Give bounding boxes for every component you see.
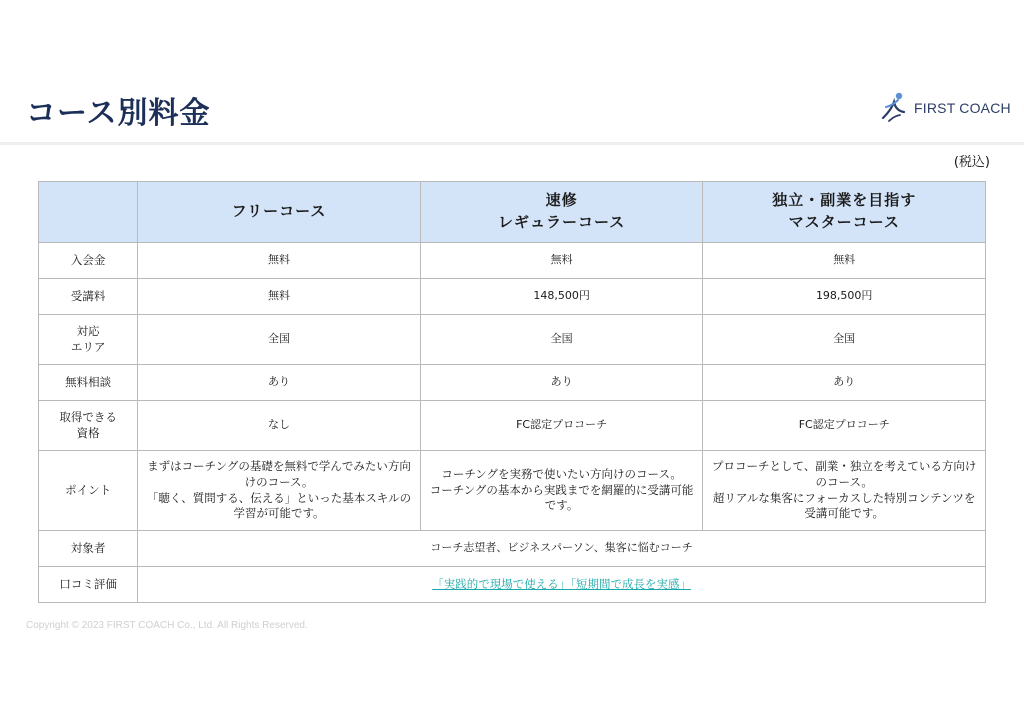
reviews-link[interactable]: 「実践的で現場で使える」「短期間で成長を実感」	[432, 576, 691, 591]
table-cell: あり	[703, 365, 986, 401]
table-row	[39, 401, 986, 451]
table-cell: 148,500円	[420, 279, 703, 315]
table-row	[39, 243, 986, 279]
figure-icon	[880, 91, 908, 125]
row-label-target: 対象者	[39, 531, 138, 567]
table-row	[39, 567, 986, 603]
table-cell: 全国	[703, 315, 986, 365]
row-label-points: ポイント	[39, 451, 138, 531]
table-cell: 全国	[138, 315, 421, 365]
table-cell: まずはコーチングの基礎を無料で学んでみたい方向けのコース。 「聴く、質問する、伝える」といった基本スキルの学習が可能です。	[138, 451, 421, 531]
brand-logo	[880, 90, 1011, 126]
tax-note: (税込)	[953, 155, 990, 170]
table-cell: 198,500円	[703, 279, 986, 315]
plan-header-free: フリーコース	[138, 182, 421, 243]
table-header-row	[39, 182, 986, 243]
table-cell: プロコーチとして、副業・独立を考えている方向けのコース。 超リアルな集客にフォーカスした特別コンテンツを受講可能です。	[703, 451, 986, 531]
table-row	[39, 451, 986, 531]
row-label-consultation: 無料相談	[39, 365, 138, 401]
course-price-table	[38, 181, 986, 603]
reviews-cell	[138, 567, 986, 603]
table-cell: あり	[420, 365, 703, 401]
table-cell: FC認定プロコーチ	[420, 401, 703, 451]
table-row	[39, 279, 986, 315]
copyright-text: Copyright © 2023 FIRST COACH Co., Ltd. All Rights Reserved.	[26, 620, 308, 631]
plan-header-master: 独立・副業を目指す マスターコース	[703, 182, 986, 243]
table-cell: FC認定プロコーチ	[703, 401, 986, 451]
table-cell: 無料	[138, 279, 421, 315]
logo-text: FIRST COACH	[914, 100, 1011, 116]
table-cell: コーチングを実務で使いたい方向けのコース。 コーチングの基本から実践までを網羅的に受講可能です。	[420, 451, 703, 531]
table-row	[39, 315, 986, 365]
table-cell: 無料	[138, 243, 421, 279]
row-label-reviews: 口コミ評価	[39, 567, 138, 603]
row-label-tuition: 受講料	[39, 279, 138, 315]
header-divider	[0, 142, 1024, 145]
table-cell: 無料	[420, 243, 703, 279]
header-empty-cell	[39, 182, 138, 243]
target-audience-cell: コーチ志望者、ビジネスパーソン、集客に悩むコーチ	[138, 531, 986, 567]
row-label-area: 対応 エリア	[39, 315, 138, 365]
plan-header-regular: 速修 レギュラーコース	[420, 182, 703, 243]
table-row	[39, 365, 986, 401]
page-title: コース別料金	[26, 96, 211, 131]
table-cell: 無料	[703, 243, 986, 279]
row-label-qualification: 取得できる 資格	[39, 401, 138, 451]
table-row	[39, 531, 986, 567]
table-cell: 全国	[420, 315, 703, 365]
row-label-enrollment-fee: 入会金	[39, 243, 138, 279]
table-cell: なし	[138, 401, 421, 451]
table-cell: あり	[138, 365, 421, 401]
